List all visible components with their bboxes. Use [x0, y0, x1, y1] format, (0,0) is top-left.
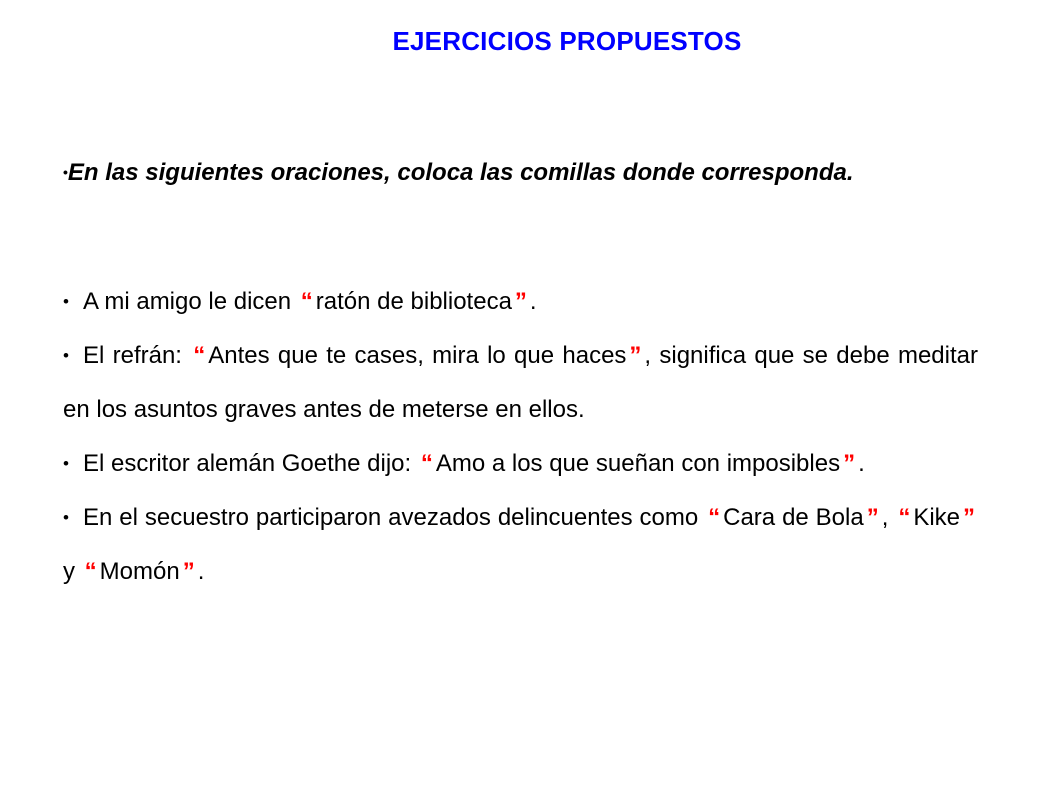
- quoted-text: ratón de biblioteca: [315, 288, 512, 315]
- open-quote: “: [193, 342, 206, 369]
- close-quote: ”: [514, 288, 527, 315]
- close-quote: ”: [963, 504, 975, 531]
- exercise-text: .: [529, 288, 537, 315]
- exercise-list: [63, 275, 978, 599]
- exercise-text: A mi amigo le dicen: [83, 288, 298, 315]
- close-quote: ”: [843, 450, 856, 477]
- open-quote: “: [898, 504, 911, 531]
- separator-text: y: [63, 558, 82, 585]
- exercise-text: El escritor alemán Goethe dijo:: [83, 450, 418, 477]
- bullet-icon: •: [63, 164, 68, 180]
- close-quote: ”: [629, 342, 642, 369]
- bullet-icon: •: [63, 454, 69, 473]
- quoted-text: Antes que te cases, mira lo que haces: [208, 342, 627, 369]
- exercise-text: .: [858, 450, 865, 477]
- instruction-text: [63, 155, 963, 190]
- separator-text: ,: [881, 504, 896, 531]
- exercise-text: El refrán:: [83, 342, 191, 369]
- exercise-text: , significa que se debe meditar en los asuntos graves antes de meterse en ellos.: [63, 342, 978, 423]
- bullet-icon: •: [63, 292, 69, 311]
- close-quote: ”: [866, 504, 879, 531]
- exercise-item: [63, 437, 978, 491]
- instruction-label: En las siguientes oraciones, coloca las comillas donde corresponda.: [67, 159, 854, 186]
- quoted-text: Amo a los que sueñan con imposibles: [435, 450, 841, 477]
- exercise-text: .: [197, 558, 205, 585]
- open-quote: “: [420, 450, 433, 477]
- open-quote: “: [708, 504, 721, 531]
- open-quote: “: [84, 558, 97, 585]
- quoted-text: Momón: [99, 558, 180, 585]
- exercise-text: En el secuestro participaron avezados delincuentes como: [83, 504, 706, 531]
- open-quote: “: [300, 288, 313, 315]
- bullet-icon: •: [63, 346, 69, 365]
- exercise-item: [63, 329, 978, 437]
- page-title: EJERCICIOS PROPUESTOS: [392, 26, 742, 56]
- quoted-text: Cara de Bola: [723, 504, 864, 531]
- bullet-icon: •: [63, 508, 69, 527]
- exercise-item: [63, 275, 978, 329]
- quoted-text: Kike: [913, 504, 960, 531]
- exercise-item: [63, 491, 978, 599]
- close-quote: ”: [182, 558, 195, 585]
